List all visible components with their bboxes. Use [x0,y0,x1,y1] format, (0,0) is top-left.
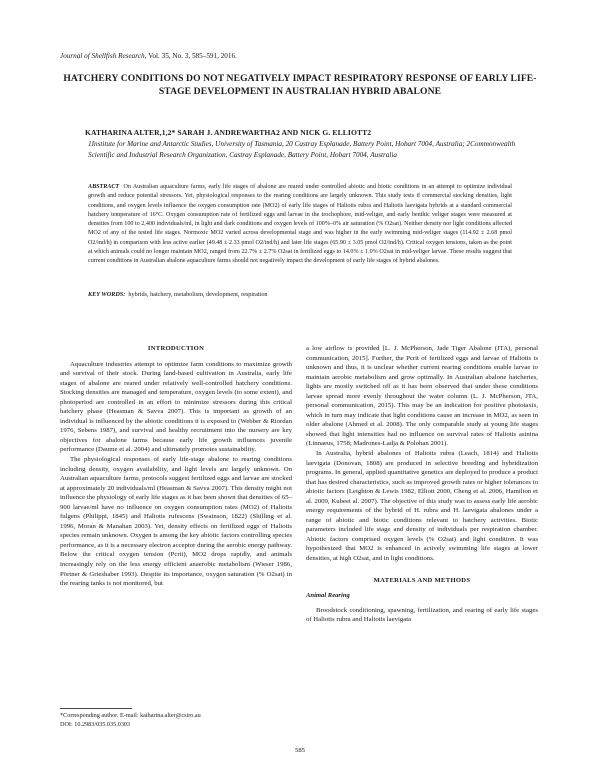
author-list: KATHARINA ALTER,1,2* SARAH J. ANDREWARTHA2 AND NICK G. ELLIOTT2 [85,128,372,137]
paragraph: The physiological responses of early life-stage abalone to rearing conditions including density, oxygen availability, and light levels are largely unknown. On Australian aquaculture farms, protocols suggest fertilized eggs and larvae are stocked at approximately 20 individuals/ml (Heasman & Savva 2007). This density might not influence the physiology of early life stages as it has been shown that densities of 65–900 larvae/ml have no influence on oxygen consumption rates (MO2) of Haliotis fulgens (Philippi, 1845) and Haliotis rufescens (Swainson, 1822) (Shilling et al. 1996, Moran & Manahan 2003). Yet, density effects on fertilized eggs of Haliotis species remain unknown. Oxygen is among the key abiotic factors controlling species performance, as it is a necessary electron acceptor during the aerobic energy pathway. Below the critical oxygen tension (Pcrit), MO2 drops rapidly, and animals increasingly rely on the less energy efficient anaerobic metabolism (Wieser 1986, Pörtner & Grieshaber 1993). Despite its importance, oxygen saturation (% O2sat) in the rearing tanks is not monitored, but [60,456,292,588]
subsection-heading-animal-rearing: Animal Rearing [306,592,350,600]
corresponding-author-note: *Corresponding author. E-mail: katharina.alter@csiro.au [60,712,201,719]
author-affiliations: 1Institute for Marine and Antarctic Studies, University of Tasmania, 20 Castray Esplanade, Battery Point, Hobart 7004, Australia; 2Commonwealth Scientific and Industrial Research Organization, Castray Esplanade, Battery Point, Hobart 7004, Australia [88,140,516,160]
abstract-label: ABSTRACT [88,184,120,190]
doi: DOI: 10.2983/035.035.0303 [60,721,131,728]
article-title: HATCHERY CONDITIONS DO NOT NEGATIVELY IMPACT RESPIRATORY RESPONSE OF EARLY LIFE-STAGE DEVELOPMENT IN AUSTRALIAN HYBRID ABALONE [63,73,537,97]
footnote [60,711,300,729]
paragraph: Broodstock conditioning, spawning, fertilization, and rearing of early life stages of Haliotis rubra and Haliotis laevigata [306,606,538,624]
paragraph: In Australia, hybrid abalones of Haliotis rubra (Leach, 1814) and Haliotis laevigata (Donovan, 1808) are produced in selective breeding and hybridization programs. In general, applied quantitative genetics are deployed to produce a product that has desired characteristics, such as improved growth rates or higher tolerances to abiotic factors (Leighton & Lewis 1982, Elliott 2000, Cheng et al. 2006, Hamilton et al. 2009, Kubeet al. 2007). The objective of this study was to assess early life aerobic energy requirements of the hybrid of H. rubra and H. laevigata abalones under a range of abiotic and biotic conditions relevant to hatchery activities. Biotic parameters included life stage and density of individuals per respiration chamber. Abiotic factors comprised oxygen levels (% O2sat) and light condition. It was hypothesized that MO2 is enhanced in actively swimming life stages at lower densities, at high O2sat, and in light conditions. [306,450,538,563]
section-heading-introduction: INTRODUCTION [147,345,205,352]
right-column [306,344,538,625]
journal-name: Journal of Shellfish Research, [60,52,147,60]
paragraph: Aquaculture industries attempt to optimize farm conditions to maximize growth and survival of their stock. During land-based cultivation in Australia, early life stages of abalone are reared under relatively well-controlled hatchery conditions. Stocking densities are managed and temperature, oxygen levels (to some extent), and photoperiod are controlled in an effort to minimize stressors during this critical hatchery phase (Heasman & Savva 2007). This is important as growth of an individual is influenced by the abiotic conditions it is exposed to (Webber & Riordan 1976, Sebens 1987), and survival and healthy recruitment into the nursery are key objectives for abalone farms because early life growth influences juvenile performance (Daume et al. 2004) and ultimately promotes sustainability. [60,360,292,454]
keywords [88,291,512,298]
keywords-label: KEY WORDS: [88,291,126,298]
abstract [88,183,512,267]
footnote-divider [60,708,132,709]
abstract-text: On Australian aquaculture farms, early life stages of abalone are reared under controlled abiotic and biotic conditions in an attempt to optimize individual growth and reduce potential stressors. Yet, physiological responses to the rearing conditions are largely unknown. This study tests if commercial stocking densities, light conditions, and oxygen levels influence the oxygen consumption rate (MO2) of early life stages of Haliotis rubra and Haliotis laevigata hybrids at a standard commercial hatchery temperature of 16°C. Oxygen consumption rate of fertilized eggs and larvae in the trochophore, mid-veliger, and early benthic veliger stages were measured at densities from 100 to 2,400 individuals/ml, in light and dark conditions and oxygen levels of 100%–0% air saturation (% O2sat). Neither density nor light conditions affected MO2 of any of the tested life stages. Normoxic MO2 varied across developmental stage and was higher in the early swimming mid-veliger stages (114.92 ± 2.68 pmol O2/ind/h) in comparison with less active earlier (49.48 ± 2.33 pmol O2/ind/h) and later life stages (65.90 ± 3.05 pmol O2/ind/h). Critical oxygen tensions, taken as the point at which animals could no longer maintain MO2, ranged from 22.7% ± 2.7% O2sat in fertilized eggs to 14.0% ± 1.0% O2sat in mid-veliger larvae. These results suggest that current conditions in Australian abalone aquaculture farms should not negatively impact the development of early life stages of hybrid abalones. [88,184,512,265]
paragraph: a low airflow is provided [L. J. McPherson, Jade Tiger Abalone (JTA), personal communication, 2015]. Further, the Pcrit of fertilized eggs and larvae of Haliotis is unknown and thus, it is unclear whether current rearing conditions enable larvae to maintain aerobic metabolism and grow optimally. In Australian abalone hatcheries, lights are mostly switched off as it has been observed that under these conditions larvae spread more evenly throughout the water column (L. J. McPherson, JTA, personal communication, 2015). This may be an indication for positive phototaxis, which in turn may indicate that light conditions cause an increase in MO2, as seen in older abalone (Ahmed et al. 2008). The only comparable study at young life stages showed that light intensities had no influence on survival rates of Haliotis asinina (Linnaeus, 1758; Madrones-Ladja & Polohan 2001). [306,345,538,448]
page-number: 585 [295,747,305,754]
journal-header [60,52,237,60]
keywords-text: hybrids, hatchery, metabolism, development, respiration [128,291,268,298]
journal-volume-info: Vol. 35, No. 3, 585–591, 2016. [148,52,237,60]
section-heading-materials-methods: MATERIALS AND METHODS [373,576,471,584]
left-column [60,344,292,589]
